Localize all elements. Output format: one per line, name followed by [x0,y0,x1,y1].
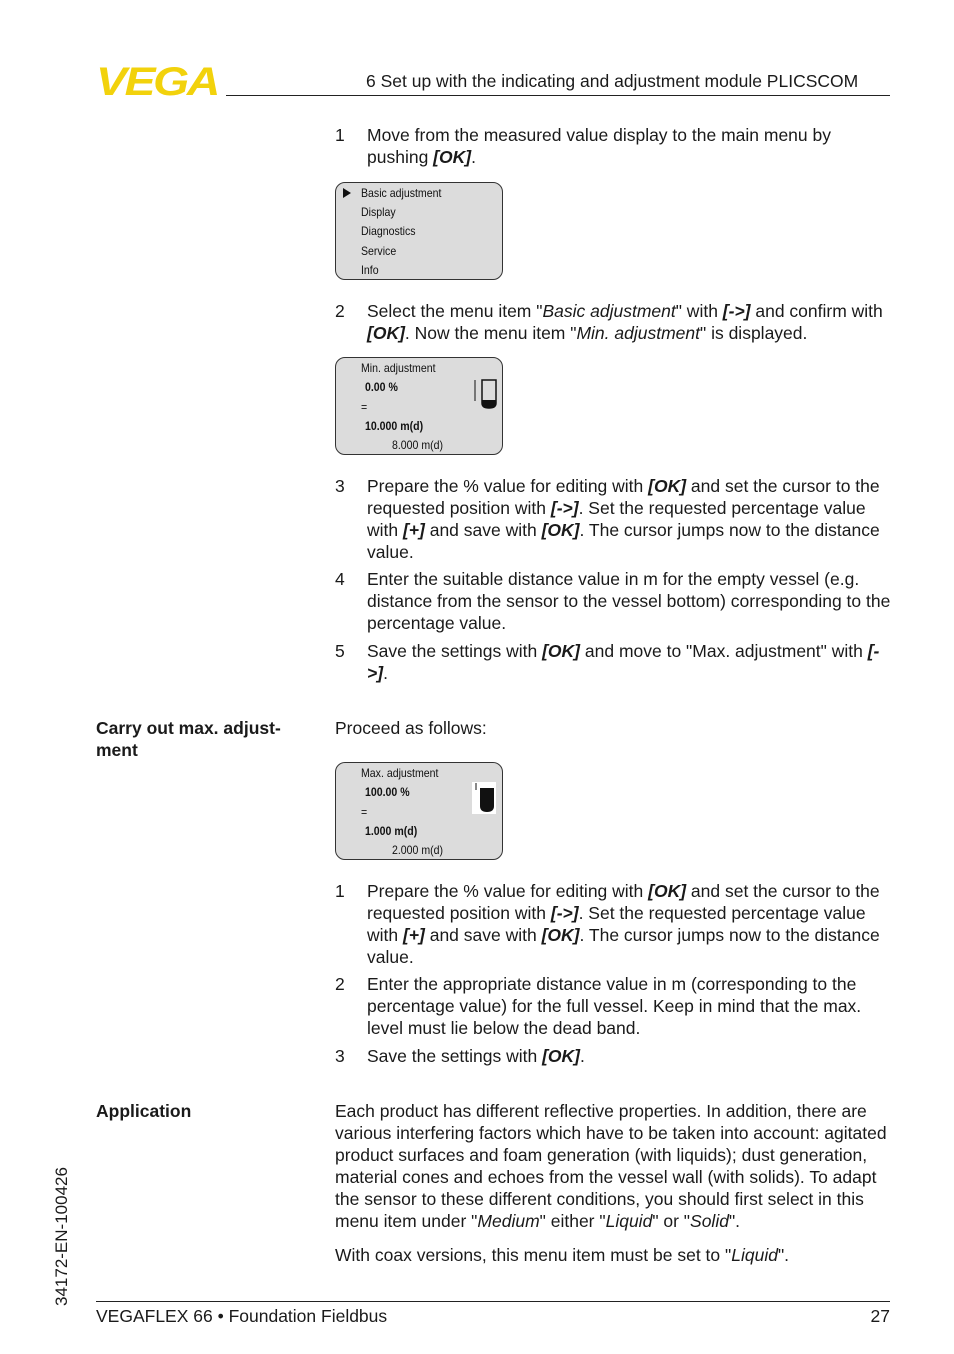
side-heading-application: Application [96,1101,192,1121]
lcd-max-adjustment [335,762,503,860]
header-rule [226,95,890,96]
step-a-5: 5 Save the settings with [OK] and move to "Max. adjustment" with [->]. [335,641,880,683]
menu-item: Basic adjustment [361,186,442,200]
lcd-current: 2.000 m(d) [392,843,444,857]
step-b-2: 2 Enter the appropriate distance value in m (corresponding to the percentage value) for the full vessel. Keep in mind that the max. level must lie below the dead band. [335,974,862,1038]
cursor-triangle-icon [343,188,351,198]
document-id: 34172-EN-100426 [52,1167,71,1306]
lcd-distance: 1.000 m(d) [365,824,418,838]
step-a-2: 2 Select the menu item "Basic adjustment" with [->] and confirm with [OK]. Now the menu item "Min. adjustment" is displayed. [335,301,883,343]
section-header: 6 Set up with the indicating and adjustment module PLICSCOM [366,71,859,91]
lcd-current: 8.000 m(d) [392,438,444,452]
menu-item: Display [361,205,396,219]
vessel-full-icon [470,780,498,816]
lcd-equals: = [361,400,368,414]
lcd-equals: = [361,805,368,819]
logo-text: VEGA [96,64,218,98]
application-paragraph-1: Each product has different reflective properties. In addition, there are various interfering factors which have to be taken into account: agitated product surfaces and foam generation (with liquids); dust generation, material cones and echoes from the vessel wall (with solids). To adapt the sensor to these different conditions, you should first select in this menu item under "Medium" either "Liquid" or "Solid". [335,1101,887,1231]
lcd-main-menu [335,182,503,280]
menu-item: Info [361,263,379,277]
menu-item: Diagnostics [361,224,416,238]
footer-product: VEGAFLEX 66 • Foundation Fieldbus [96,1306,388,1326]
lcd-percent: 100.00 % [365,785,410,799]
vega-logo [96,64,220,98]
step-b-1: 1 Prepare the % value for editing with [OK] and set the cursor to the requested position with [->]. Set the requested percentage value with [+] and save with [OK]. The cursor jumps now to the distance value. [335,881,880,967]
footer-rule [96,1301,890,1302]
lcd-percent: 0.00 % [365,380,398,394]
application-paragraph-2: With coax versions, this menu item must be set to "Liquid". [335,1245,790,1265]
max-intro: Proceed as follows: [335,718,487,738]
side-heading-max: Carry out max. adjust-ment [96,718,281,760]
lcd-title: Max. adjustment [361,766,439,780]
lcd-distance: 10.000 m(d) [365,419,424,433]
lcd-title: Min. adjustment [361,361,436,375]
lcd-min-adjustment [335,357,503,455]
step-a-3: 3 Prepare the % value for editing with [OK] and set the cursor to the requested position with [->]. Set the requested percentage value with [+] and save with [OK]. The cursor jumps now to the distance value. [335,476,880,562]
menu-item: Service [361,244,397,258]
page-number: 27 [870,1306,890,1326]
step-a-4: 4 Enter the suitable distance value in m for the empty vessel (e.g. distance from the sensor to the vessel bottom) corresponding to the percentage value. [335,569,891,633]
step-b-3: 3 Save the settings with [OK]. [335,1046,585,1066]
step-a-1: 1 Move from the measured value display to the main menu by pushing [OK]. [335,125,831,167]
vessel-empty-icon [472,377,498,411]
